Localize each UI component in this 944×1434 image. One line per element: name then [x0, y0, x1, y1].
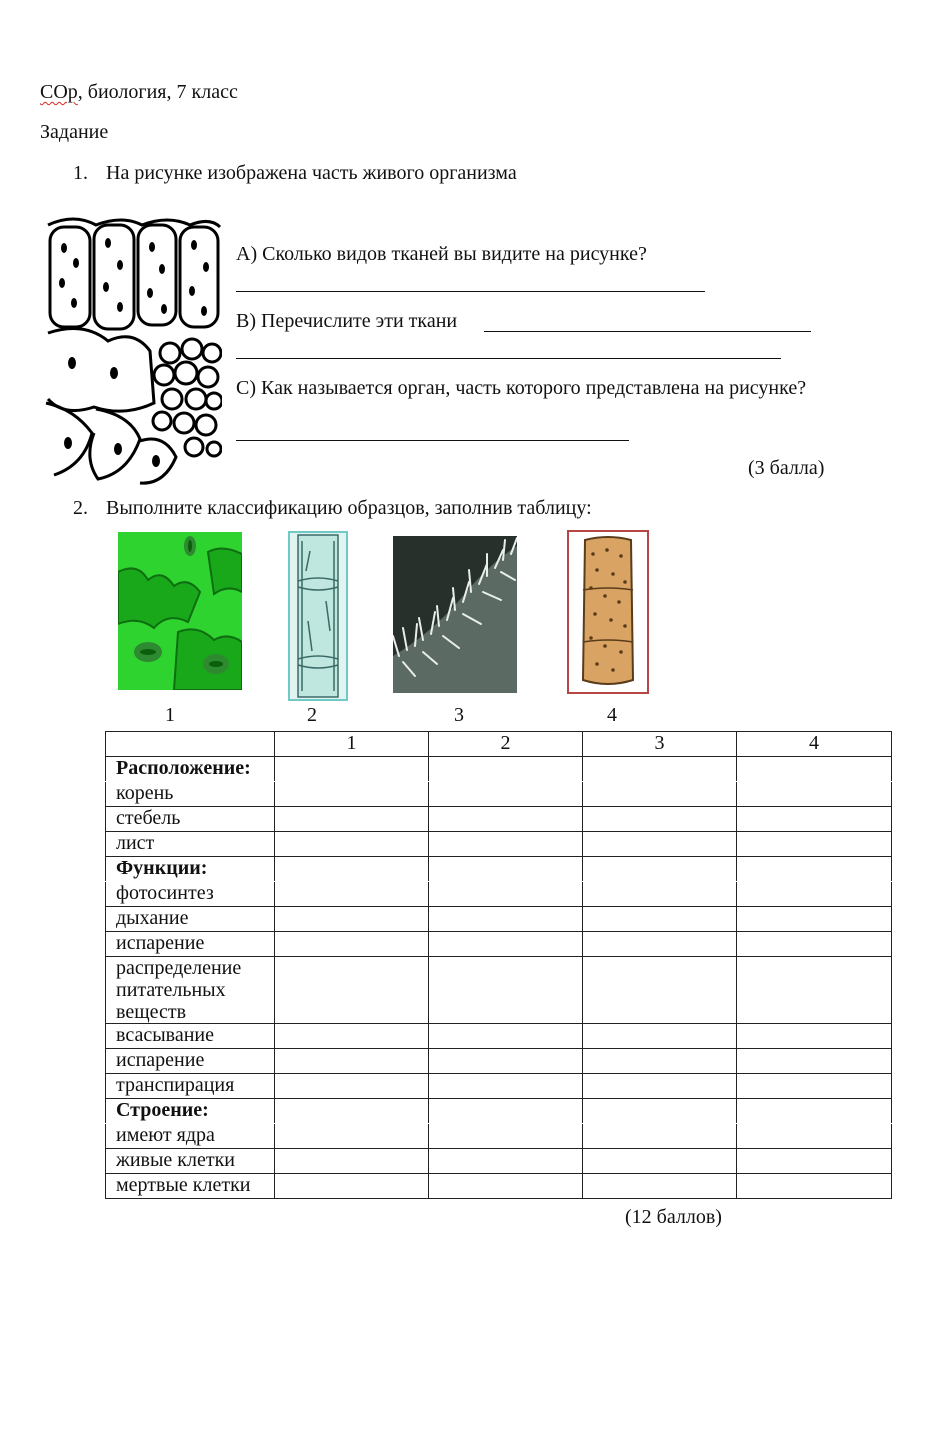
sample-label-2: 2: [307, 704, 317, 726]
table-answer-cell[interactable]: [583, 832, 737, 857]
table-row-label: испарение: [106, 1049, 275, 1074]
sample-image-3: [393, 536, 517, 693]
table-answer-cell: [429, 757, 583, 782]
table-answer-cell[interactable]: [737, 1049, 892, 1074]
header-code: СОр: [40, 81, 78, 103]
table-answer-cell[interactable]: [583, 807, 737, 832]
table-answer-cell[interactable]: [583, 782, 737, 807]
table-answer-cell[interactable]: [737, 907, 892, 932]
table-section-row: [106, 757, 892, 782]
table-row: [106, 782, 892, 807]
table-header-row: [106, 732, 892, 757]
table-answer-cell[interactable]: [429, 832, 583, 857]
q1-answer-line-b2[interactable]: [236, 358, 781, 359]
table-section-label: Строение:: [106, 1099, 275, 1124]
table-answer-cell: [583, 757, 737, 782]
table-answer-cell[interactable]: [583, 1049, 737, 1074]
table-row-label: дыхание: [106, 907, 275, 932]
classification-table: [105, 731, 892, 1199]
q2-points: (12 баллов): [625, 1206, 722, 1228]
table-answer-cell[interactable]: [737, 1024, 892, 1049]
sample-label-4: 4: [607, 704, 617, 726]
table-row-label: лист: [106, 832, 275, 857]
table-answer-cell[interactable]: [583, 882, 737, 907]
table-answer-cell: [429, 857, 583, 882]
table-answer-cell: [737, 1099, 892, 1124]
table-row: [106, 882, 892, 907]
table-row-label: корень: [106, 782, 275, 807]
table-answer-cell: [583, 1099, 737, 1124]
sample-image-2: [288, 531, 348, 701]
table-answer-cell[interactable]: [737, 1174, 892, 1199]
table-answer-cell[interactable]: [275, 1024, 429, 1049]
table-row-label: живые клетки: [106, 1149, 275, 1174]
table-answer-cell[interactable]: [429, 1024, 583, 1049]
table-answer-cell[interactable]: [275, 1174, 429, 1199]
table-answer-cell: [275, 857, 429, 882]
table-section-row: [106, 1099, 892, 1124]
table-answer-cell[interactable]: [429, 782, 583, 807]
header-subject: , биология, 7 класс: [77, 81, 238, 103]
table-answer-cell[interactable]: [737, 932, 892, 957]
table-answer-cell[interactable]: [737, 1149, 892, 1174]
table-answer-cell[interactable]: [583, 1174, 737, 1199]
table-row: [106, 1024, 892, 1049]
table-header-corner: [106, 732, 275, 757]
q1-question-b: В) Перечислите эти ткани: [236, 310, 458, 332]
table-answer-cell[interactable]: [275, 1049, 429, 1074]
table-header-col-2: 2: [429, 732, 583, 757]
worksheet-header: [40, 81, 238, 104]
q1-answer-line-b1[interactable]: [484, 331, 811, 332]
table-answer-cell[interactable]: [583, 1024, 737, 1049]
table-answer-cell: [429, 1099, 583, 1124]
q1-text: На рисунке изображена часть живого организма: [106, 162, 517, 184]
table-answer-cell[interactable]: [275, 907, 429, 932]
table-answer-cell[interactable]: [737, 832, 892, 857]
table-answer-cell: [737, 857, 892, 882]
table-row: [106, 1174, 892, 1199]
table-row-label: всасывание: [106, 1024, 275, 1049]
table-row-label: распределение питательных веществ: [106, 957, 275, 1024]
q1-number: 1.: [73, 162, 88, 184]
table-answer-cell[interactable]: [737, 1074, 892, 1099]
table-answer-cell[interactable]: [429, 1124, 583, 1149]
table-answer-cell[interactable]: [737, 782, 892, 807]
q1-question-a: А) Сколько видов тканей вы видите на рисунке?: [236, 243, 647, 265]
table-section-label: Расположение:: [106, 757, 275, 782]
table-row-label: испарение: [106, 932, 275, 957]
sample-label-1: 1: [165, 704, 175, 726]
table-answer-cell[interactable]: [737, 807, 892, 832]
table-header-col-3: 3: [583, 732, 737, 757]
table-answer-cell[interactable]: [429, 1049, 583, 1074]
table-answer-cell[interactable]: [583, 907, 737, 932]
table-row: [106, 1149, 892, 1174]
table-answer-cell[interactable]: [737, 882, 892, 907]
table-answer-cell[interactable]: [275, 1074, 429, 1099]
table-row: [106, 807, 892, 832]
table-answer-cell[interactable]: [275, 932, 429, 957]
table-row-label: стебель: [106, 807, 275, 832]
q2-number: 2.: [73, 497, 88, 519]
q1-answer-line-a[interactable]: [236, 291, 705, 292]
table-header-col-4: 4: [737, 732, 892, 757]
table-answer-cell[interactable]: [583, 1149, 737, 1174]
table-answer-cell: [737, 757, 892, 782]
table-answer-cell[interactable]: [429, 1149, 583, 1174]
table-row-label: фотосинтез: [106, 882, 275, 907]
table-body: [106, 757, 892, 1199]
table-answer-cell[interactable]: [429, 1174, 583, 1199]
table-answer-cell[interactable]: [583, 1124, 737, 1149]
q2-text: Выполните классификацию образцов, заполнив таблицу:: [106, 497, 592, 519]
sample-label-3: 3: [454, 704, 464, 726]
table-answer-cell: [275, 757, 429, 782]
task-label: Задание: [40, 121, 109, 143]
table-answer-cell[interactable]: [737, 957, 892, 1024]
table-header-col-1: 1: [275, 732, 429, 757]
table-section-label: Функции:: [106, 857, 275, 882]
table-answer-cell[interactable]: [429, 882, 583, 907]
table-answer-cell[interactable]: [429, 932, 583, 957]
table-answer-cell[interactable]: [583, 1074, 737, 1099]
table-row: [106, 932, 892, 957]
table-section-row: [106, 857, 892, 882]
table-answer-cell[interactable]: [737, 1124, 892, 1149]
sample-image-4: [567, 530, 649, 694]
q1-points: (3 балла): [748, 457, 825, 479]
table-row-label: транспирация: [106, 1074, 275, 1099]
table-row: [106, 957, 892, 1024]
table-answer-cell: [275, 1099, 429, 1124]
table-answer-cell[interactable]: [275, 1124, 429, 1149]
table-row: [106, 1074, 892, 1099]
sample-image-1: [118, 532, 242, 690]
table-answer-cell[interactable]: [583, 932, 737, 957]
table-row-label: мертвые клетки: [106, 1174, 275, 1199]
table-answer-cell[interactable]: [429, 1074, 583, 1099]
table-row-label: имеют ядра: [106, 1124, 275, 1149]
table-answer-cell[interactable]: [275, 882, 429, 907]
table-answer-cell[interactable]: [429, 907, 583, 932]
table-answer-cell[interactable]: [275, 782, 429, 807]
leaf-tissue-drawing: [44, 203, 222, 488]
table-row: [106, 832, 892, 857]
table-answer-cell[interactable]: [429, 807, 583, 832]
table-answer-cell[interactable]: [275, 807, 429, 832]
table-answer-cell[interactable]: [275, 1149, 429, 1174]
q1-answer-line-c[interactable]: [236, 440, 629, 441]
q1-question-c: С) Как называется орган, часть которого представлена на рисунке?: [236, 377, 807, 399]
table-row: [106, 1049, 892, 1074]
table-answer-cell[interactable]: [275, 832, 429, 857]
table-answer-cell[interactable]: [429, 957, 583, 1024]
table-answer-cell[interactable]: [275, 957, 429, 1024]
table-answer-cell[interactable]: [583, 957, 737, 1024]
table-row: [106, 907, 892, 932]
table-row: [106, 1124, 892, 1149]
table-answer-cell: [583, 857, 737, 882]
